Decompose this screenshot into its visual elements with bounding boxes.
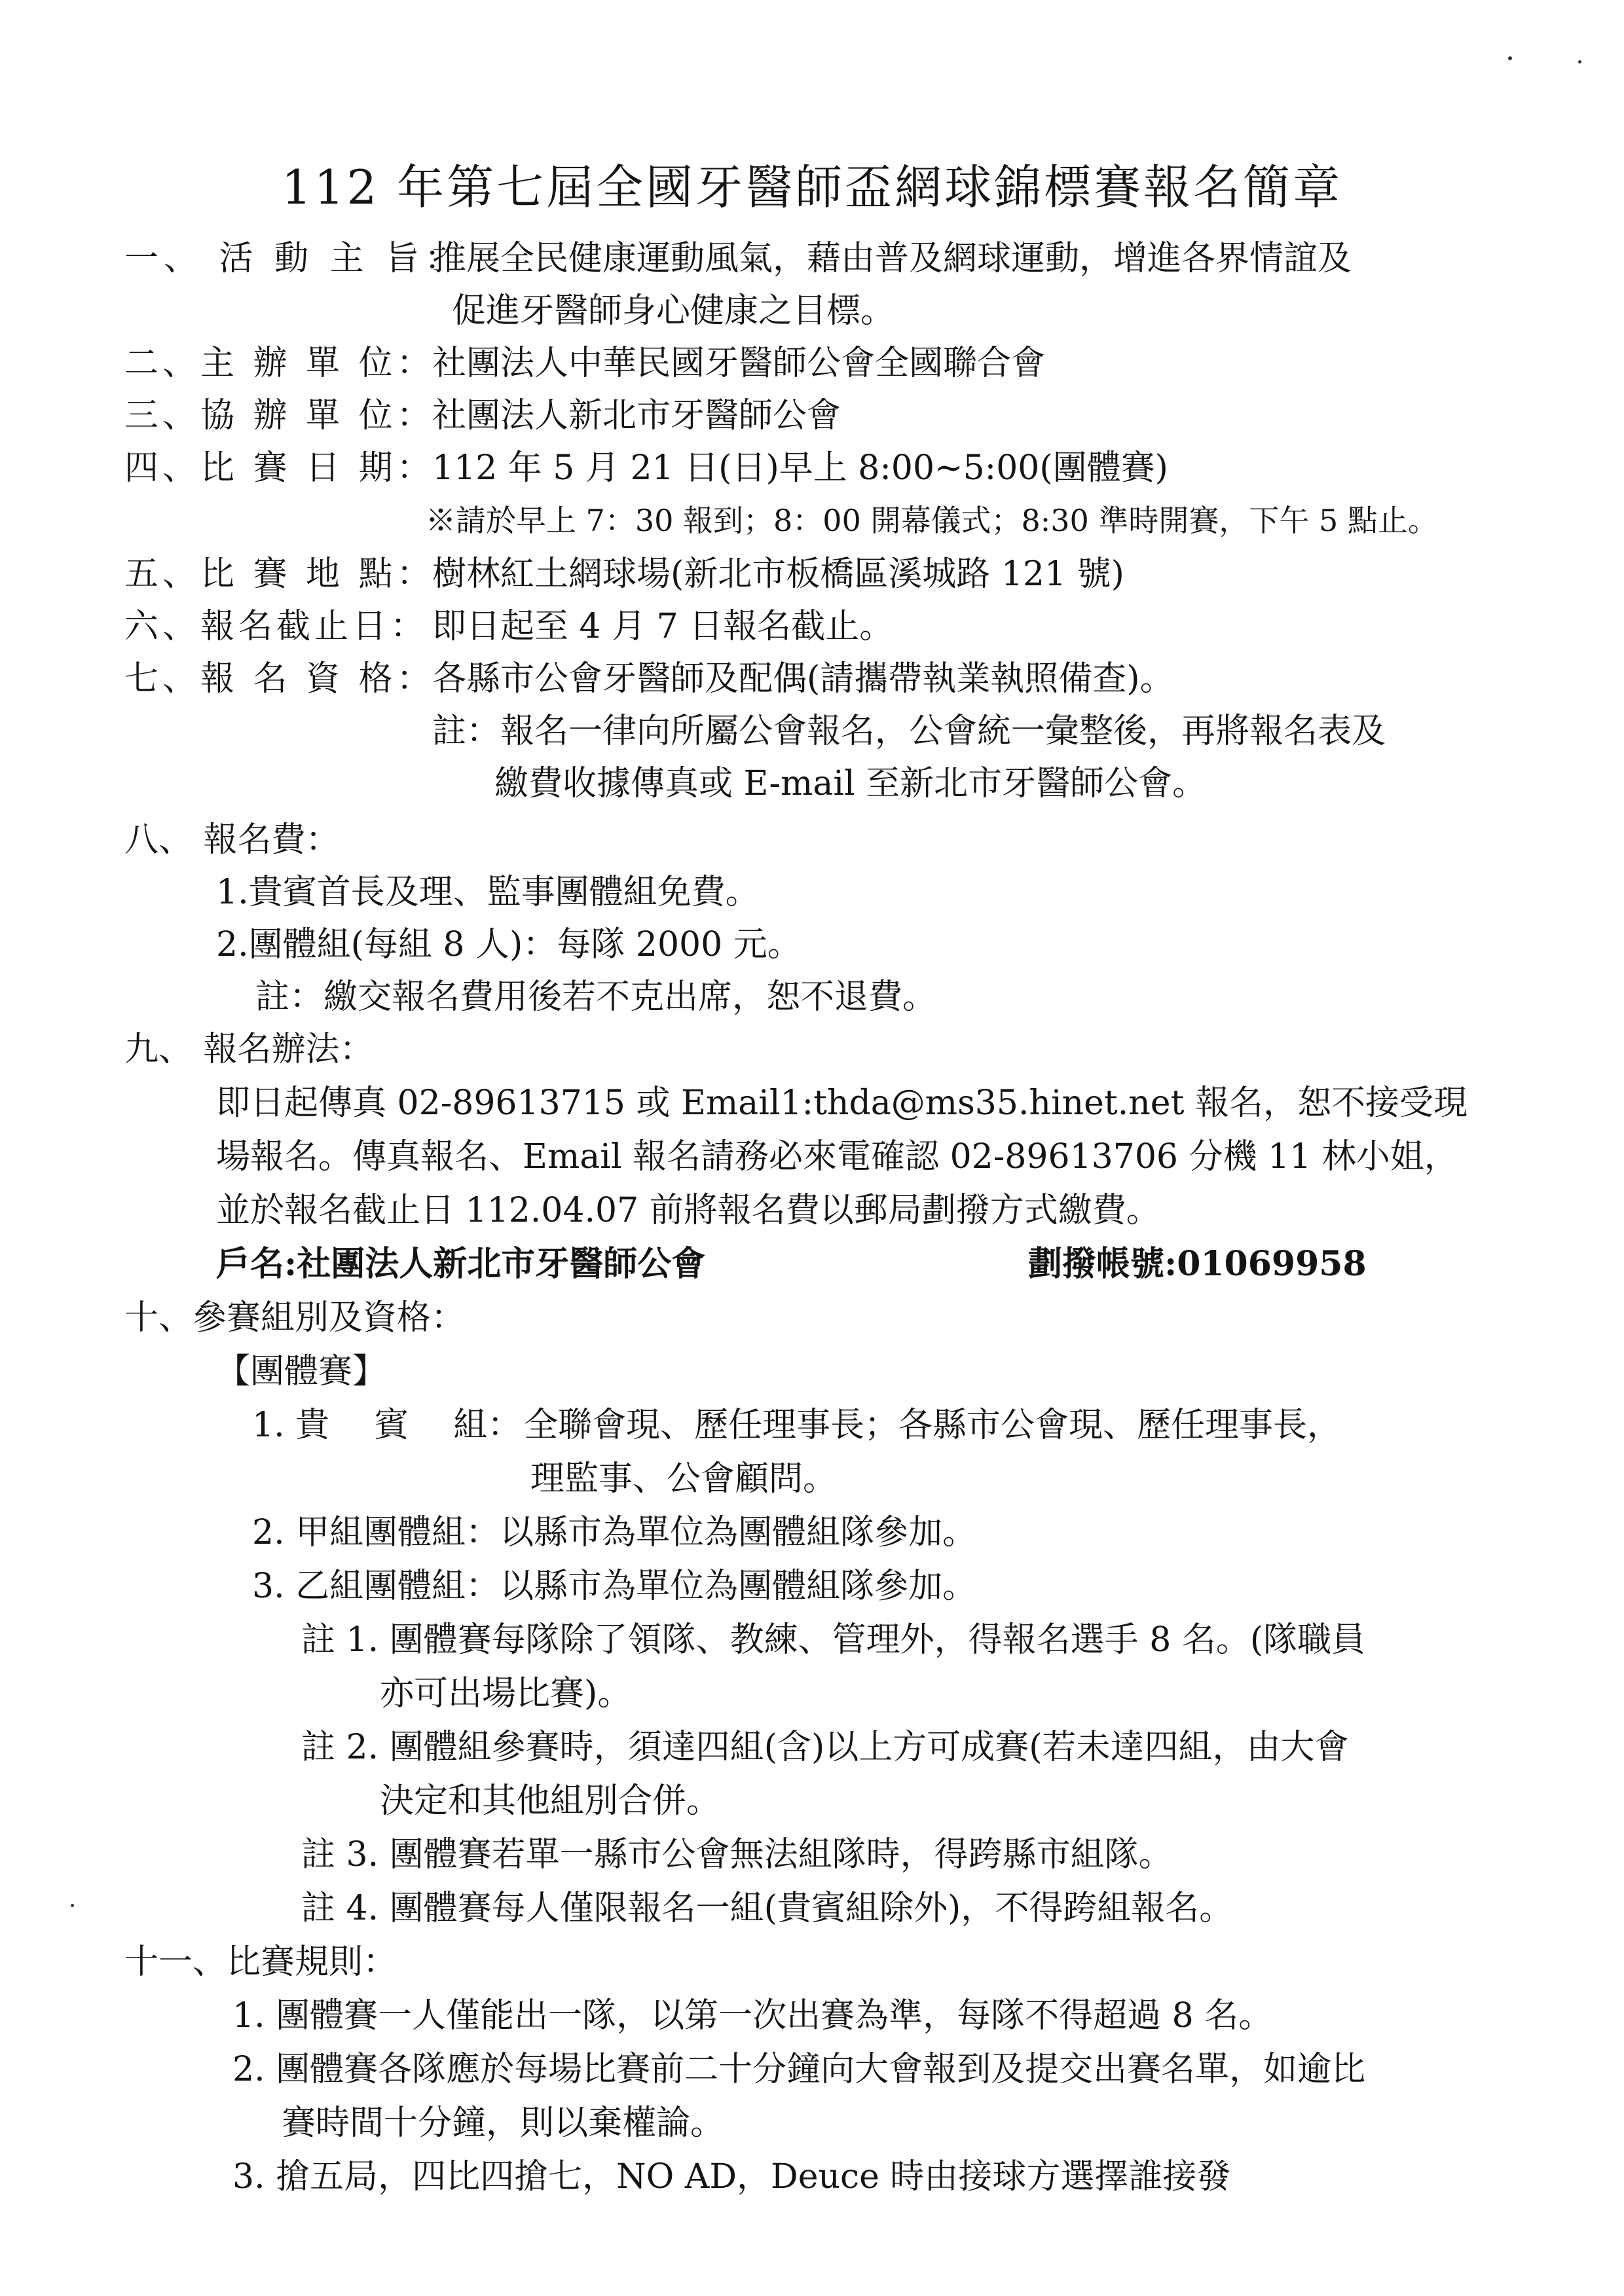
section-11-label: 十一、比賽規則： (124, 1942, 397, 1982)
section-6-label: 六、報名截止日： (124, 607, 429, 646)
section-4-note: ※請於早上 7：30 報到；8：00 開幕儀式；8:30 準時開賽，下午 5 點止。 (426, 503, 1438, 538)
note-2-line1: 註 2. 團體組參賽時，須達四組(含)以上方可成賽(若未達四組，由大會 (301, 1728, 1349, 1767)
section-1-line1: 推展全民健康運動風氣，藉由普及網球運動，增進各界情誼及 (432, 239, 1352, 278)
group-1-label: 1. 貴 賓 組： (252, 1406, 522, 1445)
section-9-line2: 場報名。傳真報名、Email 報名請務必來電確認 02-89613706 分機 11 林小姐， (216, 1137, 1458, 1176)
rule-1: 1. 團體賽一人僅能出一隊，以第一次出賽為準，每隊不得超過 8 名。 (232, 1996, 1273, 2035)
section-3-text: 社團法人新北市牙醫師公會 (432, 396, 841, 435)
group-2: 2. 甲組團體組：以縣市為單位為團體組隊參加。 (252, 1513, 977, 1552)
section-7-text: 各縣市公會牙醫師及配偶(請攜帶執業執照備查)。 (432, 659, 1174, 699)
section-8-item1: 1.貴賓首長及理、監事團體組免費。 (216, 873, 760, 912)
group-1-line1: 全聯會現、歷任理事長；各縣市公會現、歷任理事長， (524, 1406, 1342, 1445)
rule-2-line1: 2. 團體賽各隊應於每場比賽前二十分鐘向大會報到及提交出賽名單，如逾比 (232, 2050, 1366, 2089)
section-5-text: 樹林紅土網球場(新北市板橋區溪城路 121 號) (432, 555, 1124, 594)
section-2-label: 二、主 辦 單 位： (124, 344, 435, 383)
group-heading: 【團體賽】 (216, 1352, 387, 1391)
note-4: 註 4. 團體賽每人僅限報名一組(貴賓組除外)，不得跨組報名。 (301, 1889, 1234, 1928)
section-9-line1: 即日起傳真 02-89613715 或 Email1:thda@ms35.hinet.net 報名，恕不接受現 (216, 1084, 1468, 1123)
scan-speck (71, 1904, 74, 1907)
section-7-label: 七、報 名 資 格： (124, 659, 435, 699)
group-3: 3. 乙組團體組：以縣市為單位為團體組隊參加。 (252, 1567, 977, 1606)
page-title: 112 年第七屆全國牙醫師盃網球錦標賽報名簡章 (281, 160, 1343, 215)
section-5-label: 五、比 賽 地 點： (124, 555, 435, 594)
section-7-note-line2: 繳費收據傳真或 E-mail 至新北市牙醫師公會。 (494, 764, 1207, 803)
note-1-line1: 註 1. 團體賽每隊除了領隊、教練、管理外，得報名選手 8 名。(隊職員 (301, 1620, 1366, 1660)
account-number: 劃撥帳號:01069958 (1028, 1244, 1367, 1284)
section-6-text: 即日起至 4 月 7 日報名截止。 (432, 607, 894, 646)
section-9-label: 九、 報名辦法： (124, 1030, 374, 1069)
note-2-line2: 決定和其他組別合併。 (380, 1781, 721, 1821)
account-name: 戶名:社團法人新北市牙醫師公會 (216, 1244, 706, 1284)
section-10-label: 十、參賽組別及資格： (124, 1298, 466, 1338)
section-4-text: 112 年 5 月 21 日(日)早上 8:00~5:00(團體賽) (432, 448, 1168, 488)
section-9-line3: 並於報名截止日 112.04.07 前將報名費以郵局劃撥方式繳費。 (216, 1191, 1160, 1230)
section-1-line2: 促進牙醫師身心健康之目標。 (452, 291, 895, 331)
rule-3: 3. 搶五局，四比四搶七，NO AD，Deuce 時由接球方選擇誰接發 (232, 2157, 1231, 2196)
section-8-note: 註：繳交報名費用後若不克出席，恕不退費。 (255, 977, 937, 1017)
group-1-line2: 理監事、公會顧問。 (530, 1459, 838, 1499)
note-1-line2: 亦可出場比賽)。 (380, 1674, 632, 1713)
section-1-label: 一、 活 動 主 旨： (124, 239, 464, 278)
scan-speck (1508, 56, 1512, 60)
section-4-label: 四、比 賽 日 期： (124, 448, 435, 488)
section-7-note-line1: 註：報名一律向所屬公會報名，公會統一彙整後，再將報名表及 (432, 712, 1386, 751)
note-3: 註 3. 團體賽若單一縣市公會無法組隊時，得跨縣市組隊。 (301, 1835, 1173, 1874)
section-3-label: 三、協 辦 單 位： (124, 396, 435, 435)
section-8-item2: 2.團體組(每組 8 人)：每隊 2000 元。 (216, 925, 802, 964)
section-8-label: 八、 報名費： (124, 820, 340, 860)
section-2-text: 社團法人中華民國牙醫師公會全國聯合會 (432, 344, 1046, 383)
scan-speck (1578, 60, 1581, 64)
rule-2-line2: 賽時間十分鐘，則以棄權論。 (282, 2104, 725, 2143)
